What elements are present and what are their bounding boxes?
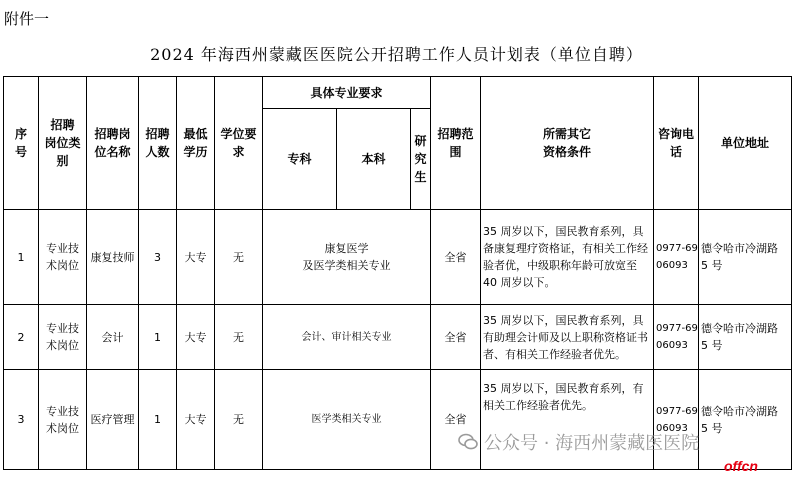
header-education: 最低 学历 <box>177 77 215 210</box>
cell-address: 德令哈市冷湖路 5 号 <box>699 210 792 305</box>
header-phone: 咨询电 话 <box>654 77 699 210</box>
cell-count: 1 <box>139 370 177 470</box>
cell-category: 专业技 术岗位 <box>39 370 87 470</box>
attachment-label: 附件一 <box>4 10 50 28</box>
cell-education: 大专 <box>177 305 215 370</box>
cell-address: 德令哈市冷湖路 5 号 <box>699 370 792 470</box>
cell-degree: 无 <box>215 305 263 370</box>
offcn-logo: offcn <box>724 458 758 474</box>
recruitment-table <box>3 76 792 470</box>
cell-position: 康复技师 <box>87 210 139 305</box>
cell-category: 专业技 术岗位 <box>39 305 87 370</box>
cell-count: 1 <box>139 305 177 370</box>
header-scope: 招聘范 围 <box>431 77 481 210</box>
cell-major: 会计、审计相关专业 <box>263 305 431 370</box>
cell-phone: 0977-69 06093 <box>654 305 699 370</box>
cell-seq: 2 <box>4 305 39 370</box>
header-count: 招聘 人数 <box>139 77 177 210</box>
cell-count: 3 <box>139 210 177 305</box>
cell-conditions: 35 周岁以下，国民教育系列，有相关工作经验者优先。 <box>481 370 654 470</box>
header-seq: 序 号 <box>4 77 39 210</box>
table-row <box>4 305 792 370</box>
watermark-text: 公众号 · 海西州蒙藏医医院 <box>484 433 700 454</box>
cell-conditions: 35 周岁以下，国民教育系列，具备康复理疗资格证，有相关工作经验者优，中级职称年龄可放宽至 40 周岁以下。 <box>481 210 654 305</box>
cell-phone: 0977-69 06093 <box>654 370 699 470</box>
cell-address: 德令哈市冷湖路 5 号 <box>699 305 792 370</box>
cell-major: 医学类相关专业 <box>263 370 431 470</box>
wechat-watermark <box>458 429 699 455</box>
cell-seq: 1 <box>4 210 39 305</box>
cell-category: 专业技 术岗位 <box>39 210 87 305</box>
header-conditions: 所需其它 资格条件 <box>481 77 654 210</box>
header-degree: 学位要 求 <box>215 77 263 210</box>
cell-education: 大专 <box>177 370 215 470</box>
cell-education: 大专 <box>177 210 215 305</box>
cell-major: 康复医学 及医学类相关专业 <box>263 210 431 305</box>
cell-conditions: 35 周岁以下，国民教育系列，具有助理会计师及以上职称资格证书者、有相关工作经验者优先。 <box>481 305 654 370</box>
cell-scope: 全省 <box>431 210 481 305</box>
cell-scope: 全省 <box>431 305 481 370</box>
header-address: 单位地址 <box>699 77 792 210</box>
header-graduate: 研 究 生 <box>411 109 431 210</box>
cell-degree: 无 <box>215 370 263 470</box>
header-junior: 专科 <box>263 109 337 210</box>
table-row <box>4 210 792 305</box>
cell-scope: 全省 <box>431 370 481 470</box>
wechat-icon <box>458 433 478 451</box>
cell-phone: 0977-69 06093 <box>654 210 699 305</box>
cell-seq: 3 <box>4 370 39 470</box>
header-position: 招聘岗 位名称 <box>87 77 139 210</box>
header-bachelor: 本科 <box>337 109 411 210</box>
header-category: 招聘 岗位类 别 <box>39 77 87 210</box>
cell-position: 会计 <box>87 305 139 370</box>
header-major-group: 具体专业要求 <box>263 77 431 109</box>
cell-position: 医疗管理 <box>87 370 139 470</box>
cell-degree: 无 <box>215 210 263 305</box>
page-title: 2024 年海西州蒙藏医医院公开招聘工作人员计划表（单位自聘） <box>150 45 643 64</box>
